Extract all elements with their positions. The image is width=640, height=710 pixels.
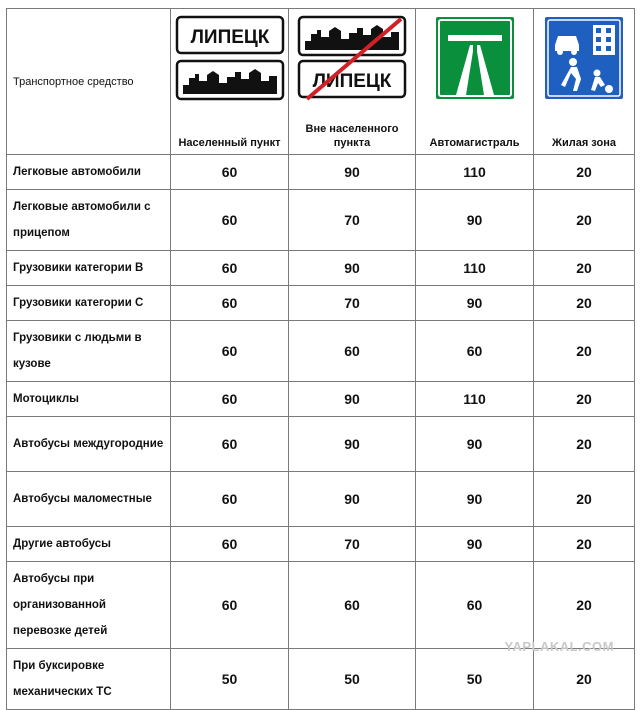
table-row: [7, 190, 635, 251]
table-row: [7, 251, 635, 286]
table-row: [7, 562, 635, 649]
vehicle-name: Автобусы междугородние: [7, 417, 171, 472]
speed-limit-value: 20: [534, 472, 635, 527]
speed-limit-value: 50: [171, 649, 289, 710]
vehicle-name: Грузовики категории С: [7, 286, 171, 321]
residential-zone-column-header: [534, 9, 635, 155]
settlement-entry-sign-text: ЛИПЕЦК: [190, 27, 269, 48]
speed-limit-value: 20: [534, 417, 635, 472]
speed-limit-value: 60: [171, 382, 289, 417]
speed-limit-value: 90: [289, 155, 416, 190]
speed-limit-value: 90: [289, 472, 416, 527]
speed-limit-value: 60: [416, 321, 534, 382]
motorway-sign-icon: [434, 15, 516, 101]
vehicle-name: Другие автобусы: [7, 527, 171, 562]
speed-limit-value: 20: [534, 251, 635, 286]
speed-limit-value: 70: [289, 527, 416, 562]
motorway-column-header: [416, 9, 534, 155]
outside-settlement-column-label: Вне населенного пункта: [305, 123, 399, 149]
speed-limits-table: [6, 8, 635, 710]
vehicle-name: Автобусы маломестные: [7, 472, 171, 527]
vehicle-name: Грузовики категории В: [7, 251, 171, 286]
settlement-column-header: [171, 9, 289, 155]
header-row: [7, 9, 635, 155]
speed-limit-value: 70: [289, 286, 416, 321]
speed-limit-value: 60: [416, 562, 534, 649]
vehicle-column-header: Транспортное средство: [7, 9, 171, 155]
speed-limit-value: 20: [534, 649, 635, 710]
table-row: [7, 527, 635, 562]
speed-limit-value: 60: [171, 321, 289, 382]
speed-limit-value: 50: [416, 649, 534, 710]
speed-limit-value: 90: [289, 382, 416, 417]
table-row: [7, 286, 635, 321]
speed-limit-value: 60: [171, 251, 289, 286]
speed-limit-value: 90: [416, 527, 534, 562]
speed-limit-value: 90: [416, 472, 534, 527]
table-row: [7, 382, 635, 417]
speed-limit-value: 20: [534, 562, 635, 649]
vehicle-name: Грузовики с людьми в кузове: [7, 321, 171, 382]
vehicle-name: Мотоциклы: [7, 382, 171, 417]
table-row: [7, 649, 635, 710]
speed-limit-value: 90: [289, 251, 416, 286]
vehicle-name: При буксировке механических ТС: [7, 649, 171, 710]
speed-limit-value: 60: [171, 286, 289, 321]
speed-limit-value: 110: [416, 155, 534, 190]
speed-limit-value: 20: [534, 190, 635, 251]
speed-limit-value: 50: [289, 649, 416, 710]
speed-limit-value: 60: [171, 527, 289, 562]
speed-limit-value: 110: [416, 251, 534, 286]
speed-limit-value: 60: [289, 562, 416, 649]
vehicle-name: Легковые автомобили: [7, 155, 171, 190]
speed-limit-value: 60: [171, 155, 289, 190]
vehicle-name: Автобусы при организованной перевозке детей: [7, 562, 171, 649]
table-body: [7, 155, 635, 710]
speed-limit-value: 20: [534, 286, 635, 321]
motorway-column-label: Автомагистраль: [429, 137, 520, 149]
residential-zone-sign-icon: [543, 15, 625, 101]
vehicle-name: Легковые автомобили с прицепом: [7, 190, 171, 251]
speed-limit-value: 90: [416, 190, 534, 251]
speed-limit-value: 110: [416, 382, 534, 417]
speed-limit-value: 60: [171, 417, 289, 472]
outside-settlement-column-header: [289, 9, 416, 155]
settlement-exit-sign-icon: [297, 15, 407, 101]
speed-limit-value: 60: [171, 190, 289, 251]
residential-zone-column-label: Жилая зона: [552, 137, 616, 149]
speed-limit-value: 70: [289, 190, 416, 251]
settlement-exit-sign-text: ЛИПЕЦК: [312, 71, 392, 92]
watermark-text: YAPLAKAL.COM: [504, 639, 614, 654]
speed-limit-value: 20: [534, 527, 635, 562]
speed-limit-value: 20: [534, 321, 635, 382]
speed-limit-value: 60: [289, 321, 416, 382]
settlement-entry-sign-icon: [175, 15, 285, 101]
table-row: [7, 472, 635, 527]
speed-limit-value: 60: [171, 562, 289, 649]
speed-limit-value: 60: [171, 472, 289, 527]
speed-limit-value: 20: [534, 382, 635, 417]
settlement-column-label: Населенный пункт: [178, 137, 281, 149]
speed-limit-value: 90: [289, 417, 416, 472]
speed-limit-value: 20: [534, 155, 635, 190]
speed-limit-value: 90: [416, 417, 534, 472]
table-row: [7, 155, 635, 190]
speed-limit-value: 90: [416, 286, 534, 321]
table-row: [7, 417, 635, 472]
table-row: [7, 321, 635, 382]
